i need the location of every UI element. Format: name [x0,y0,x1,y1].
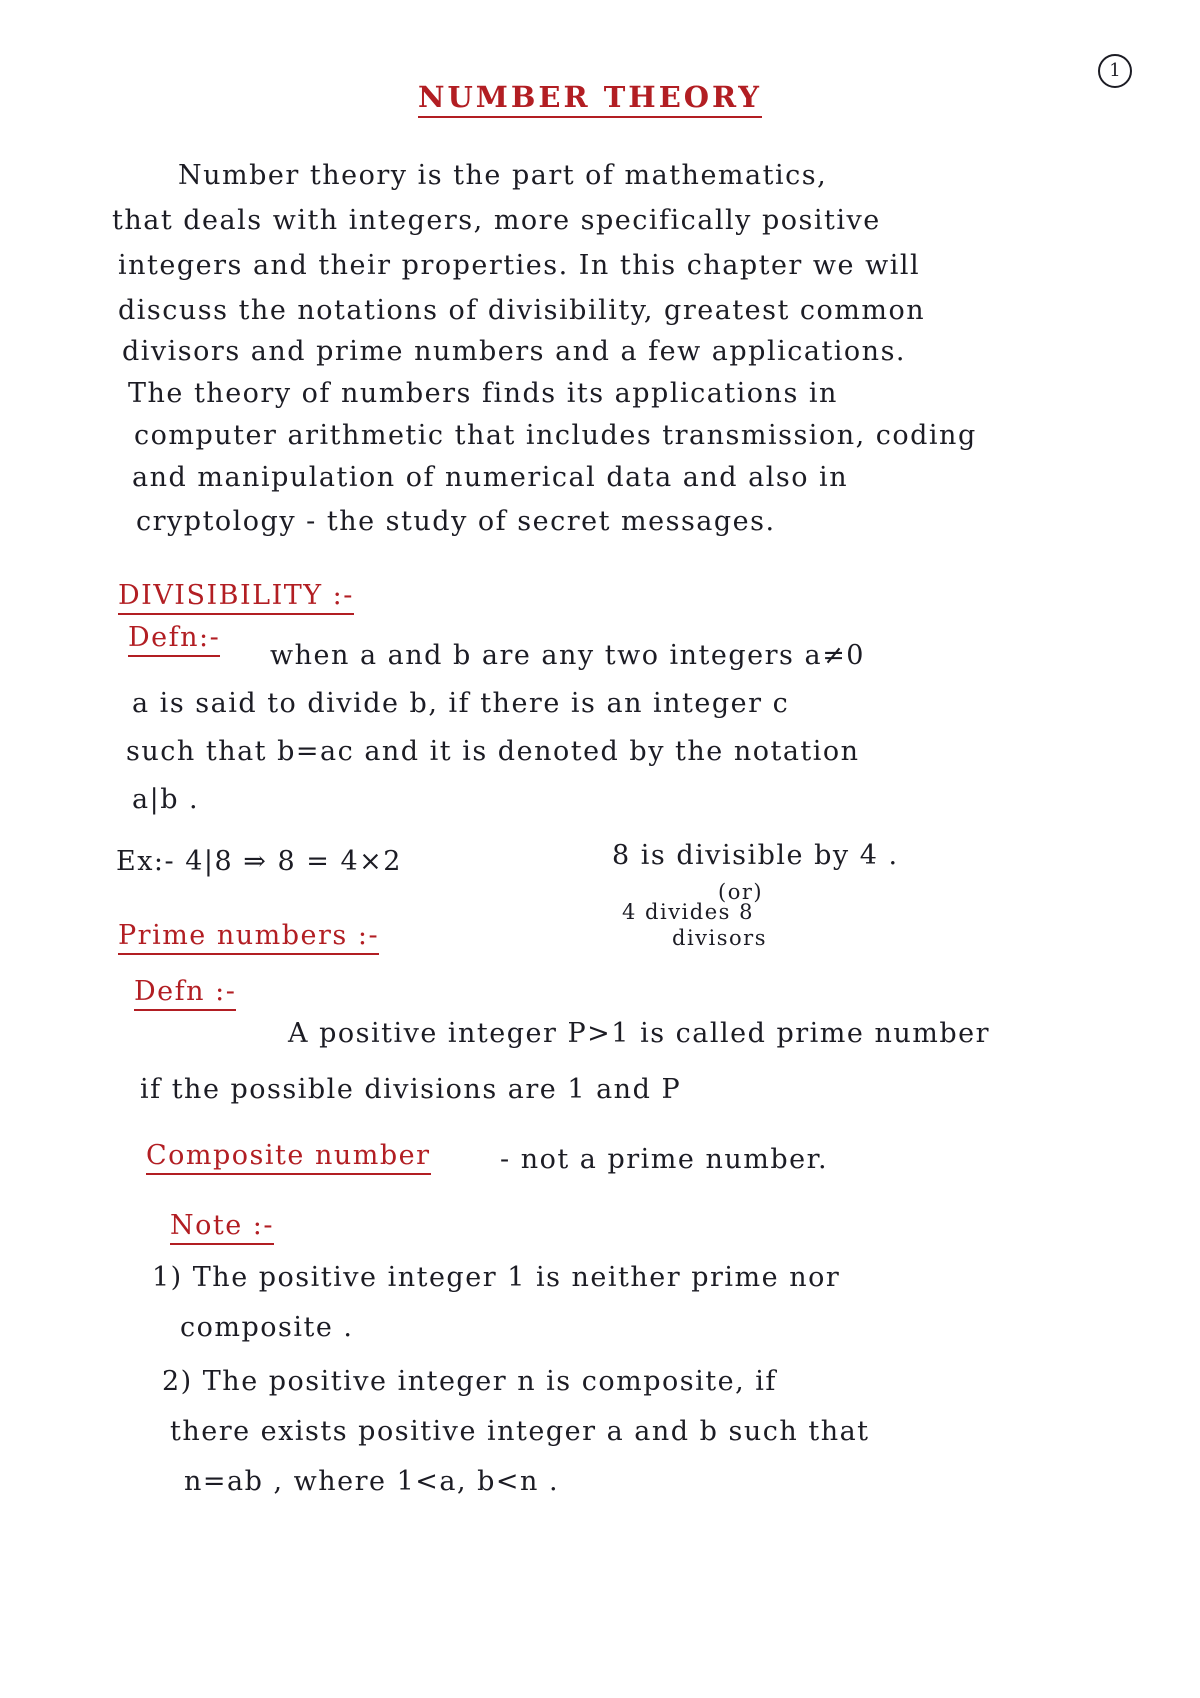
prime-line-2: if the possible divisions are 1 and P [140,1074,682,1105]
divisibility-example-note-4: divisors [672,926,767,950]
intro-line-6: The theory of numbers finds its applications in [128,378,838,409]
divisibility-defn-label: Defn:- [128,622,220,653]
intro-line-1: Number theory is the part of mathematics, [178,160,828,191]
composite-label: Composite number [146,1140,431,1171]
intro-line-3: integers and their properties. In this chapter we will [118,250,921,281]
intro-line-5: divisors and prime numbers and a few applications. [122,336,907,367]
divisibility-line-3: such that b=ac and it is denoted by the notation [126,736,860,767]
page-title: NUMBER THEORY [418,80,762,114]
composite-text: - not a prime number. [500,1144,829,1175]
intro-line-8: and manipulation of numerical data and also in [132,462,849,493]
divisibility-line-1: when a and b are any two integers a≠0 [270,640,865,671]
note-label: Note :- [170,1210,274,1241]
note-item-1-cont: composite . [180,1312,354,1343]
divisibility-example: Ex:- 4|8 ⇒ 8 = 4×2 [116,846,402,877]
prime-line-1: A positive integer P>1 is called prime number [288,1018,991,1049]
divisibility-line-4: a|b . [132,784,200,815]
intro-line-9: cryptology - the study of secret messages. [136,506,776,537]
note-item-2: 2) The positive integer n is composite, if [162,1366,777,1397]
divisibility-example-note-3: 4 divides 8 [622,900,754,924]
prime-heading: Prime numbers :- [118,920,379,951]
note-item-2-end: n=ab , where 1<a, b<n . [184,1466,560,1497]
prime-defn-label: Defn :- [134,976,236,1007]
note-item-2-cont: there exists positive integer a and b such that [170,1416,870,1447]
divisibility-line-2: a is said to divide b, if there is an integer c [132,688,790,719]
page-number: 1 [1098,54,1132,88]
divisibility-heading: DIVISIBILITY :- [118,580,354,611]
intro-line-2: that deals with integers, more specifically positive [112,205,881,236]
intro-line-7: computer arithmetic that includes transmission, coding [134,420,977,451]
intro-line-4: discuss the notations of divisibility, greatest common [118,295,926,326]
note-item-1: 1) The positive integer 1 is neither prime nor [152,1262,841,1293]
divisibility-example-note-2: (or) [718,880,764,904]
divisibility-example-note-1: 8 is divisible by 4 . [612,840,899,871]
